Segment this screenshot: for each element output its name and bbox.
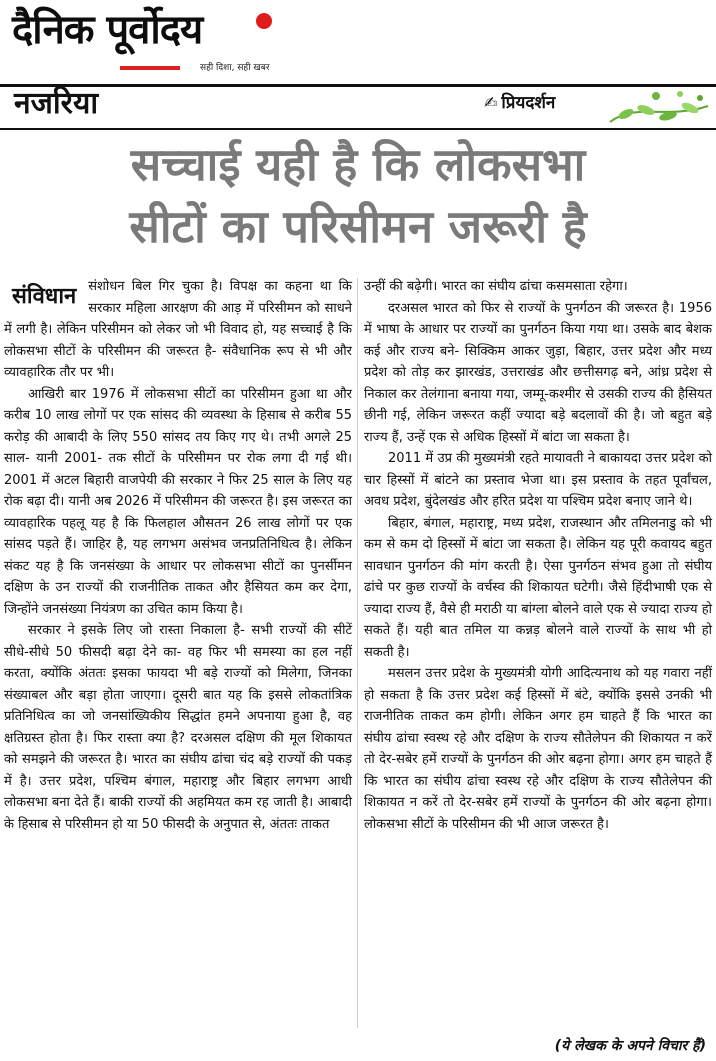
header-rule: [0, 128, 716, 130]
article-column-right: [364, 276, 712, 835]
pen-icon: ✍: [484, 93, 498, 112]
section-label: नजरिया: [14, 86, 99, 121]
leaf-decoration-icon: [606, 82, 712, 132]
article-paragraph: सरकार ने इसके लिए जो रास्ता निकाला है- सभी राज्यों की सीटें सीधे-सीधे 50 फीसदी बढ़ा देने का- वह फिर भी समस्या का हल नहीं करता, क्योंकि अंततः इसका फायदा भी बड़े राज्यों को मिलेगा, जिनका संख्याबल और बड़ा होता जाएगा। दूसरी बात यह कि इससे लोकतांत्रिक प्रतिनिधित्व का जो जनसांख्यिकीय सिद्धांत हमने अपनाया हुआ है, वह क्षतिग्रस्त होता है। फिर रास्ता क्या है? दरअसल दक्षिण की मूल शिकायत को समझने की जरूरत है। भारत का संघीय ढांचा चंद बड़े राज्यों की पकड़ में है। उत्तर प्रदेश, पश्चिम बंगाल, महाराष्ट्र और बिहार लगभग आधी लोकसभा बना देते हैं। बाकी राज्यों की अहमियत कम रह जाती है। आबादी के हिसाब से परिसीमन हो या 50 फीसदी के अनुपात से, अंततः ताकत: [4, 623, 352, 832]
logo-accent-bar: [120, 66, 180, 70]
article-paragraph: उन्हीं की बढ़ेगी। भारत का संघीय ढांचा कसमसाता रहेगा।: [364, 279, 628, 294]
author-name: प्रियदर्शन: [501, 93, 556, 113]
headline-line-2: सीटों का परिसीमन जरूरी है: [129, 200, 587, 253]
author-byline: [484, 90, 555, 116]
article-paragraph: 2011 में उप्र की मुख्यमंत्री रहते मायावती ने बाकायदा उत्तर प्रदेश को चार हिस्सों में बांटने का प्रस्ताव भेजा था। इस प्रस्ताव के तहत पूर्वांचल, अवध प्रदेश, बुंदेलखंड और हरित प्रदेश या पश्चिम प्रदेश बनाए जाने थे।: [364, 451, 712, 509]
masthead: [0, 0, 716, 80]
author-disclaimer: (ये लेखक के अपने विचार हैं): [554, 1038, 706, 1054]
article-kicker: संविधान: [12, 284, 77, 309]
column-divider: [357, 278, 358, 1028]
newspaper-tagline: सही दिशा, सही खबर: [200, 63, 270, 73]
article-column-left: [4, 276, 352, 835]
logo-dot-icon: [256, 13, 272, 29]
headline-line-1: सच्चाई यही है कि लोकसभा: [130, 138, 586, 191]
article-paragraph: संशोधन बिल गिर चुका है। विपक्ष का कहना था कि सरकार महिला आरक्षण की आड़ में परिसीमन को साधने में लगी है। लेकिन परिसीमन को लेकर जो भी विवाद हो, यह सच्चाई है कि लोकसभा सीटों के परिसीमन की जरूरत है- संवैधानिक रूप से भी और व्यावहारिक तौर पर भी।: [4, 279, 352, 380]
article-paragraph: बिहार, बंगाल, महाराष्ट्र, मध्य प्रदेश, राजस्थान और तमिलनाडु को भी कम से कम दो हिस्सों में बांटा जा सकता है। लेकिन यह पूरी कवायद बहुत सावधान पुनर्गठन की मांग करती है। ऐसा पुनर्गठन संभव हुआ तो संघीय ढांचे पर कुछ राज्यों के वर्चस्व की शिकायत घटेगी। जैसे हिंदीभाषी एक से ज्यादा राज्य हैं, वैसे ही मराठी या बांग्ला बोलने वाले एक से ज्यादा राज्य हो सकते हैं। यही बात तमिल या कन्नड़ बोलने वाले राज्यों के साथ भी हो सकती है।: [364, 515, 712, 660]
newspaper-logo: दैनिक पूर्वोदय: [12, 7, 203, 53]
article-paragraph: दरअसल भारत को फिर से राज्यों के पुनर्गठन की जरूरत है। 1956 में भाषा के आधार पर राज्यों का पुनर्गठन किया गया था। उसके बाद बेशक कई और राज्य बने- सिक्किम आकर जुड़ा, बिहार, उत्तर प्रदेश और मध्य प्रदेश को तोड़ कर झारखंड, उत्तराखंड और छत्तीसगढ़ बने, आंध्र प्रदेश से निकाल कर तेलंगाना बनाया गया, जम्मू-कश्मीर से उसकी राज्य की हैसियत छीनी गई, लेकिन जरूरत कहीं ज्यादा बड़े बदलावों की है। जो बहुत बड़े राज्य हैं, उन्हें एक से अधिक हिस्सों में बांटा जा सकता है।: [364, 300, 712, 445]
headline: [0, 134, 716, 258]
article-paragraph: आखिरी बार 1976 में लोकसभा सीटों का परिसीमन हुआ था और करीब 10 लाख लोगों पर एक सांसद की व्यवस्था के हिसाब से करीब 55 करोड़ की आबादी के लिए 550 सांसद तय किए गए थे। तभी अगले 25 साल- यानी 2001- तक सीटों के परिसीमन पर रोक लगा दी गई थी। 2001 में अटल बिहारी वाजपेयी की सरकार ने फिर 25 साल के लिए यह रोक बढ़ा दी। यानी अब 2026 में परिसीमन की जरूरत है। इस जरूरत का व्यावहारिक पहलू यह है कि फिलहाल औसतन 26 लाख लोगों पर एक सांसद पड़ते हैं। जाहिर है, यह लगभग असंभव जनप्रतिनिधित्व है। लेकिन संकट यह है कि जनसंख्या के आधार पर लोकसभा सीटों का पुनर्सीमन दक्षिण के उन राज्यों की राजनीतिक ताकत और हैसियत कम कर देगा, जिन्होंने जनसंख्या नियंत्रण का उचित काम किया है।: [4, 386, 352, 617]
article-paragraph: मसलन उत्तर प्रदेश के मुख्यमंत्री योगी आदित्यनाथ को यह गवारा नहीं हो सकता है कि उत्तर प्रदेश कई हिस्सों में बंटे, क्योंकि इससे उनकी भी राजनीतिक ताकत कम होगी। लेकिन अगर हम चाहते हैं कि भारत का संघीय ढांचा स्वस्थ रहे और दक्षिण के राज्य सौतेलेपन की शिकायत न करें तो देर-सबेर हमें राज्यों के पुनर्गठन की ओर बढ़ना होगा। अगर हम चाहते हैं कि भारत का संघीय ढांचा स्वस्थ रहे और दक्षिण के राज्य सौतेलेपन की शिकायत न करें तो देर-सबेर हमें राज्यों के पुनर्गठन की ओर बढ़ना होगा। लोकसभा सीटों के परिसीमन की भी आज जरूरत है।: [364, 666, 712, 832]
